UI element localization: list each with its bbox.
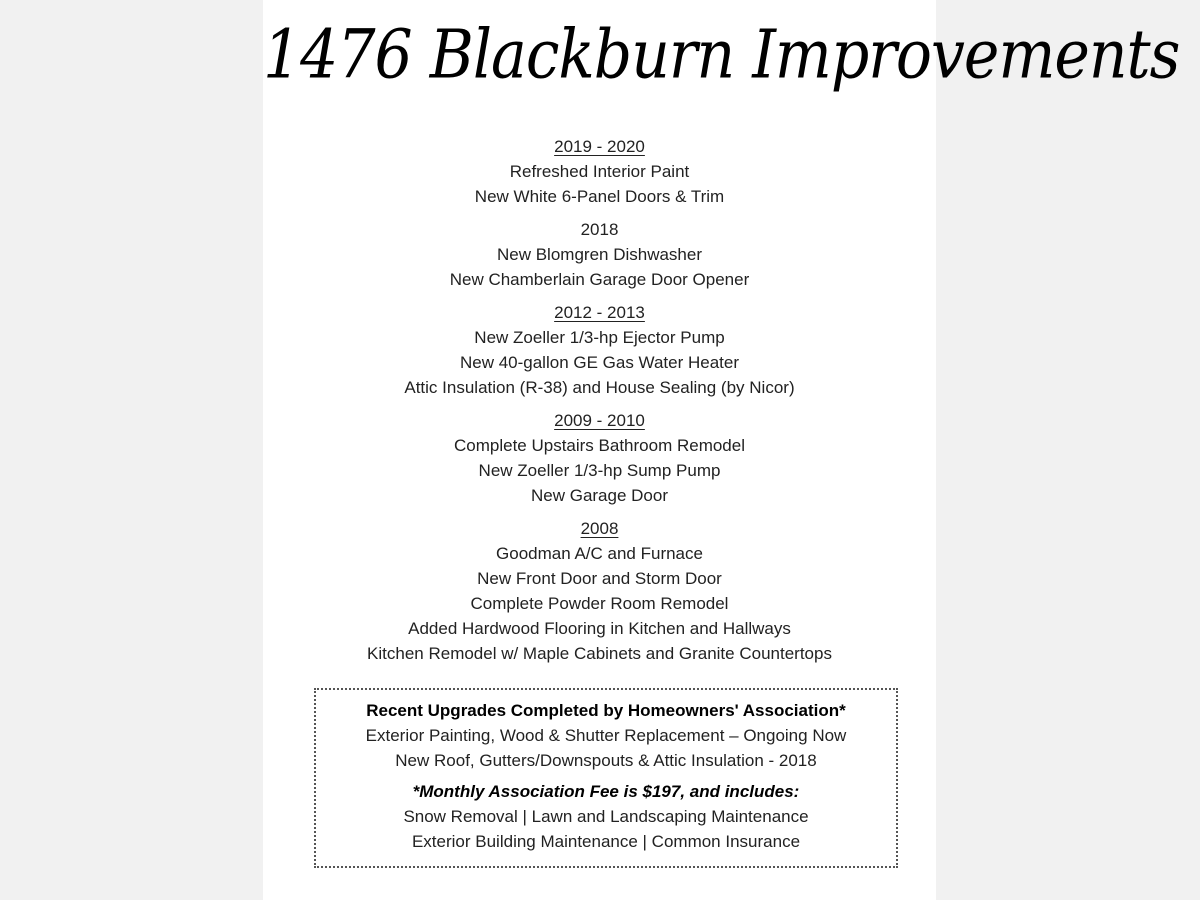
improvement-item: Refreshed Interior Paint [509, 162, 690, 181]
year-heading: 2018 [580, 220, 619, 239]
document-title: 1476 Blackburn Improvements [263, 15, 1180, 95]
improvement-item: New Zoeller 1/3-hp Ejector Pump [474, 328, 725, 347]
improvement-item: Kitchen Remodel w/ Maple Cabinets and Granite Countertops [367, 644, 832, 663]
fee-include-item: Exterior Building Maintenance | Common Insurance [411, 832, 801, 851]
year-section [263, 516, 936, 666]
improvement-item: New Zoeller 1/3-hp Sump Pump [478, 461, 721, 480]
year-section [263, 300, 936, 400]
hoa-upgrades-box [314, 688, 898, 868]
improvement-item: Attic Insulation (R-38) and House Sealing (by Nicor) [404, 378, 795, 397]
improvements-list [263, 134, 936, 674]
improvement-item: New Chamberlain Garage Door Opener [449, 270, 750, 289]
improvement-item: New Blomgren Dishwasher [496, 245, 703, 264]
year-section [263, 134, 936, 209]
improvement-item: Complete Powder Room Remodel [470, 594, 729, 613]
year-heading: 2008 [580, 519, 619, 538]
hoa-upgrade-item: New Roof, Gutters/Downspouts & Attic Insulation - 2018 [395, 751, 817, 770]
improvement-item: New Garage Door [530, 486, 668, 505]
improvement-item: Goodman A/C and Furnace [496, 544, 703, 563]
hoa-upgrade-item: Exterior Painting, Wood & Shutter Replacement – Ongoing Now [365, 726, 847, 745]
year-section [263, 217, 936, 292]
improvement-item: Complete Upstairs Bathroom Remodel [453, 436, 745, 455]
hoa-heading: Recent Upgrades Completed by Homeowners' Association* [366, 701, 846, 720]
year-section [263, 408, 936, 508]
improvement-item: Added Hardwood Flooring in Kitchen and Hallways [408, 619, 791, 638]
fee-heading: *Monthly Association Fee is $197, and includes: [412, 782, 800, 801]
fee-include-item: Snow Removal | Lawn and Landscaping Maintenance [403, 807, 809, 826]
year-heading: 2009 - 2010 [554, 411, 645, 430]
improvement-item: New 40-gallon GE Gas Water Heater [459, 353, 740, 372]
document-page [263, 0, 1180, 900]
improvement-item: New White 6-Panel Doors & Trim [474, 187, 725, 206]
improvement-item: New Front Door and Storm Door [477, 569, 722, 588]
year-heading: 2019 - 2020 [554, 137, 645, 156]
year-heading: 2012 - 2013 [554, 303, 645, 322]
